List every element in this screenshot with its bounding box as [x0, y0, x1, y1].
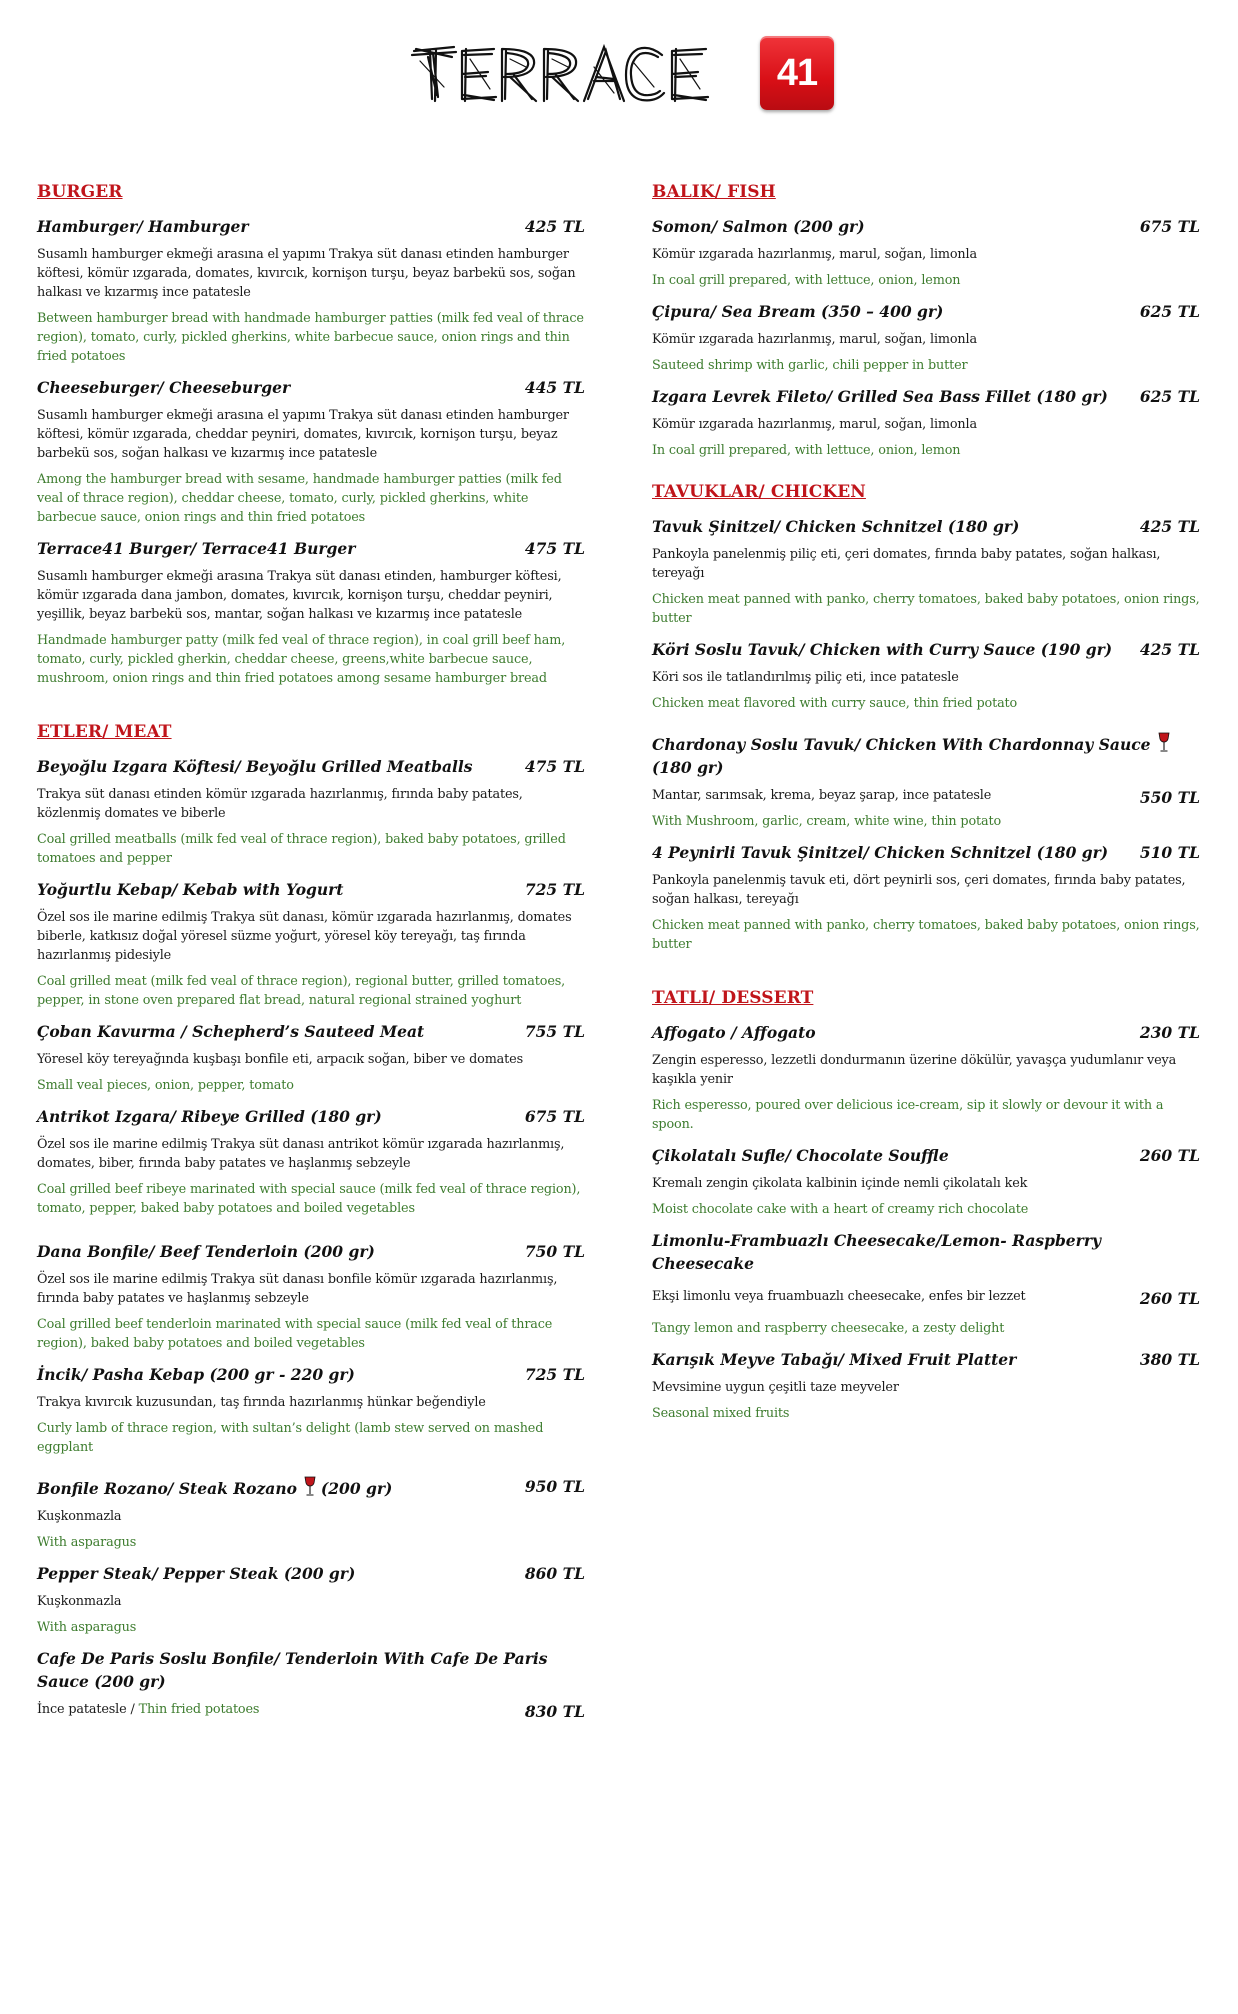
item-name: Çikolatalı Sufle/ Chocolate Souffle — [652, 1146, 949, 1165]
item-description-tr: Köri sos ile tatlandırılmış piliç eti, ince patatesle — [652, 670, 959, 685]
item-price: 425 TL — [524, 217, 585, 236]
item-price: 230 TL — [1139, 1023, 1200, 1042]
section-title-meat: ETLER/ MEAT — [37, 722, 172, 742]
menu-item — [652, 1229, 1200, 1338]
wine-glass-icon — [303, 1475, 317, 1497]
item-name: 4 Peynirli Tavuk Şinitzel/ Chicken Schnitzel (180 gr) — [652, 843, 1109, 862]
menu-item — [37, 1562, 585, 1637]
menu-item — [652, 731, 1200, 831]
section-fish — [652, 182, 1200, 460]
item-price: 675 TL — [1139, 217, 1200, 236]
item-description-en: In coal grill prepared, with lettuce, onion, lemon — [652, 273, 961, 288]
logo-wordmark — [410, 37, 750, 109]
item-description-en: With asparagus — [37, 1535, 137, 1550]
item-description-tr: Susamlı hamburger ekmeği arasına Trakya süt danası etinden, hamburger köftesi, kömür ızgarada dana jambon, domates, kıvırcık, kornişon turşu, cheddar peyniri, yeşillik, beyaz barbekü sos, mantar, soğan halkası ve kızarmış ince patatesle — [37, 569, 562, 622]
item-price: 425 TL — [1139, 517, 1200, 536]
item-description-tr: Özel sos ile marine edilmiş Trakya süt danası antrikot kömür ızgarada hazırlanmış, domates, biber, fırında baby patates ve haşlanmış sebzeyle — [37, 1137, 565, 1171]
logo-badge — [760, 36, 834, 110]
item-price: 725 TL — [524, 1365, 585, 1384]
item-name: Terrace41 Burger/ Terrace41 Burger — [37, 539, 356, 558]
item-price: 475 TL — [524, 539, 585, 558]
section-chicken — [652, 482, 1200, 954]
item-name: Tavuk Şinitzel/ Chicken Schnitzel (180 gr) — [652, 517, 1020, 536]
item-name: Bonfile Rozano/ Steak Rozano — [37, 1479, 297, 1498]
item-name: Antrikot Izgara/ Ribeye Grilled (180 gr) — [37, 1107, 382, 1126]
item-price: 625 TL — [1139, 387, 1200, 406]
menu-item — [37, 755, 585, 868]
menu-item — [37, 1020, 585, 1095]
item-description-en: Chicken meat panned with panko, cherry tomatoes, baked baby potatoes, onion rings, butter — [652, 592, 1200, 626]
menu-item — [37, 1647, 585, 1726]
item-description-tr: Özel sos ile marine edilmiş Trakya süt danası bonfile kömür ızgarada hazırlanmış, fırında baby patates ve haşlanmış sebzeyle — [37, 1272, 558, 1306]
item-name: Yoğurtlu Kebap/ Kebab with Yogurt — [37, 880, 344, 899]
item-name-suffix: (180 gr) — [652, 758, 724, 777]
item-description-tr: Kuşkonmazla — [37, 1594, 122, 1609]
menu-item — [37, 1240, 585, 1353]
logo — [410, 30, 834, 116]
item-price: 260 TL — [1139, 1289, 1200, 1308]
item-description-en: Thin fried potatoes — [138, 1702, 260, 1717]
item-price: 625 TL — [1139, 302, 1200, 321]
item-name: Chardonay Soslu Tavuk/ Chicken With Chardonnay Sauce — [652, 735, 1151, 754]
item-name: Limonlu-Frambuazlı Cheesecake/Lemon- Raspberry Cheesecake — [652, 1231, 1101, 1273]
item-description-en: In coal grill prepared, with lettuce, onion, lemon — [652, 443, 961, 458]
item-description-tr: Kömür ızgarada hazırlanmış, marul, soğan, limonla — [652, 332, 977, 347]
item-name: Hamburger/ Hamburger — [37, 217, 249, 236]
menu-item — [37, 1363, 585, 1457]
item-description-en: Curly lamb of thrace region, with sultan’s delight (lamb stew served on mashed eggplant — [37, 1421, 544, 1455]
item-name: Beyoğlu Izgara Köftesi/ Beyoğlu Grilled Meatballs — [37, 757, 473, 776]
item-description-en: With Mushroom, garlic, cream, white wine, thin potato — [652, 814, 1002, 829]
item-description-en: Tangy lemon and raspberry cheesecake, a zesty delight — [652, 1321, 1005, 1336]
item-name: Izgara Levrek Fileto/ Grilled Sea Bass Fillet (180 gr) — [652, 387, 1108, 406]
menu-item — [37, 1475, 585, 1552]
item-name: Pepper Steak/ Pepper Steak (200 gr) — [37, 1564, 356, 1583]
item-description-en: Moist chocolate cake with a heart of creamy rich chocolate — [652, 1202, 1029, 1217]
menu-item — [37, 215, 585, 366]
logo-badge-number: 41 — [776, 51, 818, 94]
item-name: Cheeseburger/ Cheeseburger — [37, 378, 291, 397]
menu-item — [37, 537, 585, 688]
section-title-burger: BURGER — [37, 182, 123, 202]
menu-item — [652, 638, 1200, 713]
item-description-en: Seasonal mixed fruits — [652, 1406, 790, 1421]
menu-item — [652, 215, 1200, 290]
item-description-tr: Mevsimine uygun çeşitli taze meyveler — [652, 1380, 899, 1395]
wine-glass-icon — [1157, 731, 1171, 753]
item-price: 830 TL — [524, 1702, 585, 1721]
item-description-en: Between hamburger bread with handmade hamburger patties (milk fed veal of thrace region), tomato, curly, pickled gherkins, white barbecue sauce, onion rings and thin fried potatoes — [37, 311, 584, 364]
item-description-tr: Kömür ızgarada hazırlanmış, marul, soğan, limonla — [652, 247, 977, 262]
item-description-tr: Ekşi limonlu veya fruambuazlı cheesecake, enfes bir lezzet — [652, 1289, 1026, 1304]
item-description-tr: Yöresel köy tereyağında kuşbaşı bonfile eti, arpacık soğan, biber ve domates — [37, 1052, 523, 1067]
item-description-tr: Pankoyla panelenmiş piliç eti, çeri domates, fırında baby patates, soğan halkası, tereyağı — [652, 547, 1161, 581]
section-title-fish: BALIK/ FISH — [652, 182, 776, 202]
item-price: 860 TL — [524, 1564, 585, 1583]
item-price: 425 TL — [1139, 640, 1200, 659]
item-description-tr: Zengin esperesso, lezzetli dondurmanın üzerine dökülür, yavaşça yudumlanır veya kaşıkla yenir — [652, 1053, 1177, 1087]
item-description-en: Sauteed shrimp with garlic, chili pepper in butter — [652, 358, 968, 373]
section-meat — [37, 722, 585, 1726]
item-description-tr: Susamlı hamburger ekmeği arasına el yapımı Trakya süt danası etinden hamburger köftesi, kömür ızgarada, cheddar peyniri, domates, kıvırcık, kornişon turşu, beyaz barbekü sos, soğan halkası ve kızarmış ince patatesle — [37, 408, 569, 461]
item-name: Somon/ Salmon (200 gr) — [652, 217, 865, 236]
item-name-suffix: (200 gr) — [320, 1479, 393, 1498]
item-description-en: Rich esperesso, poured over delicious ice-cream, sip it slowly or devour it with a spoon. — [652, 1098, 1164, 1132]
right-column — [652, 182, 1200, 1457]
menu-item — [652, 1021, 1200, 1134]
item-price: 510 TL — [1139, 843, 1200, 862]
item-description-tr: Susamlı hamburger ekmeği arasına el yapımı Trakya süt danası etinden hamburger köftesi, kömür ızgarada, domates, kıvırcık, kornişon turşu, beyaz barbekü sos, soğan halkası ve kızarmış ince patatesle — [37, 247, 576, 300]
item-price: 950 TL — [524, 1477, 585, 1496]
item-name: Cafe De Paris Soslu Bonfile/ Tenderloin With Cafe De Paris Sauce (200 gr) — [37, 1649, 548, 1691]
item-description-en: Coal grilled beef ribeye marinated with special sauce (milk fed veal of thrace region), tomato, pepper, baked baby potatoes and boiled vegetables — [37, 1182, 581, 1216]
item-price: 445 TL — [524, 378, 585, 397]
item-name: Çipura/ Sea Bream (350 – 400 gr) — [652, 302, 944, 321]
menu-item — [37, 878, 585, 1010]
item-description-tr: Trakya kıvırcık kuzusundan, taş fırında hazırlanmış hünkar beğendiyle — [37, 1395, 486, 1410]
item-name: Çoban Kavurma / Schepherd’s Sauteed Meat — [37, 1022, 425, 1041]
item-price: 260 TL — [1139, 1146, 1200, 1165]
item-price: 550 TL — [1139, 788, 1200, 807]
item-description-en: Coal grilled meat (milk fed veal of thrace region), regional butter, grilled tomatoes, pepper, in stone oven prepared flat bread, natural regional strained yoghurt — [37, 974, 566, 1008]
menu-item — [652, 1348, 1200, 1423]
item-description-en: Chicken meat panned with panko, cherry tomatoes, baked baby potatoes, onion rings, butter — [652, 918, 1200, 952]
item-price: 380 TL — [1139, 1350, 1200, 1369]
item-description-tr: Özel sos ile marine edilmiş Trakya süt danası, kömür ızgarada hazırlanmış, domates biberle, katkısız doğal yöresel süzme yoğurt, yöresel köy tereyağı, taş fırında hazırlanmış pidesiyle — [37, 910, 572, 963]
item-description-en: With asparagus — [37, 1620, 137, 1635]
item-description-tr: Kremalı zengin çikolata kalbinin içinde nemli çikolatalı kek — [652, 1176, 1028, 1191]
item-description-en: Coal grilled beef tenderloin marinated with special sauce (milk fed veal of thrace region), baked baby potatoes and boiled vegetables — [37, 1317, 553, 1351]
section-dessert — [652, 988, 1200, 1423]
item-description-en: Chicken meat flavored with curry sauce, thin fried potato — [652, 696, 1018, 711]
menu-item — [652, 1144, 1200, 1219]
item-description-tr: İnce patatesle / — [37, 1702, 135, 1717]
item-name: Karışık Meyve Tabağı/ Mixed Fruit Platter — [652, 1350, 1017, 1369]
section-title-chicken: TAVUKLAR/ CHICKEN — [652, 482, 866, 502]
item-description-tr: Kömür ızgarada hazırlanmış, marul, soğan, limonla — [652, 417, 977, 432]
item-description-en: Small veal pieces, onion, pepper, tomato — [37, 1078, 294, 1093]
section-burger — [37, 182, 585, 688]
item-price: 755 TL — [524, 1022, 585, 1041]
item-price: 750 TL — [524, 1242, 585, 1261]
menu-item — [652, 385, 1200, 460]
item-price: 725 TL — [524, 880, 585, 899]
menu-item — [652, 841, 1200, 954]
item-description-en: Among the hamburger bread with sesame, handmade hamburger patties (milk fed veal of thrace region), cheddar cheese, tomato, curly, pickled gherkins, white barbecue sauce, onion rings and thin fried potatoes — [37, 472, 562, 525]
item-name: Affogato / Affogato — [652, 1023, 816, 1042]
item-description-tr: Trakya süt danası etinden kömür ızgarada hazırlanmış, fırında baby patates, közlenmiş domates ve biberle — [37, 787, 523, 821]
item-name: Köri Soslu Tavuk/ Chicken with Curry Sauce (190 gr) — [652, 640, 1113, 659]
item-description-en: Coal grilled meatballs (milk fed veal of thrace region), baked baby potatoes, grilled tomatoes and pepper — [37, 832, 566, 866]
item-name: Dana Bonfile/ Beef Tenderloin (200 gr) — [37, 1242, 375, 1261]
menu-item — [652, 515, 1200, 628]
menu-item — [37, 376, 585, 527]
menu-item — [37, 1105, 585, 1218]
item-name: İncik/ Pasha Kebap (200 gr - 220 gr) — [37, 1365, 355, 1384]
item-price: 675 TL — [524, 1107, 585, 1126]
item-description-en: Handmade hamburger patty (milk fed veal of thrace region), in coal grill beef ham, tomato, curly, pickled gherkin, cheddar cheese, greens,white barbecue sauce, mushroom, onion rings and thin fried potatoes among sesame hamburger bread — [37, 633, 566, 686]
item-description-tr: Pankoyla panelenmiş tavuk eti, dört peynirli sos, çeri domates, fırında baby patates, soğan halkası, tereyağı — [652, 873, 1186, 907]
item-price: 475 TL — [524, 757, 585, 776]
left-column — [37, 182, 585, 1760]
item-description-tr: Kuşkonmazla — [37, 1509, 122, 1524]
section-title-dessert: TATLI/ DESSERT — [652, 988, 814, 1008]
menu-item — [652, 300, 1200, 375]
item-description-tr: Mantar, sarımsak, krema, beyaz şarap, ince patatesle — [652, 788, 992, 803]
